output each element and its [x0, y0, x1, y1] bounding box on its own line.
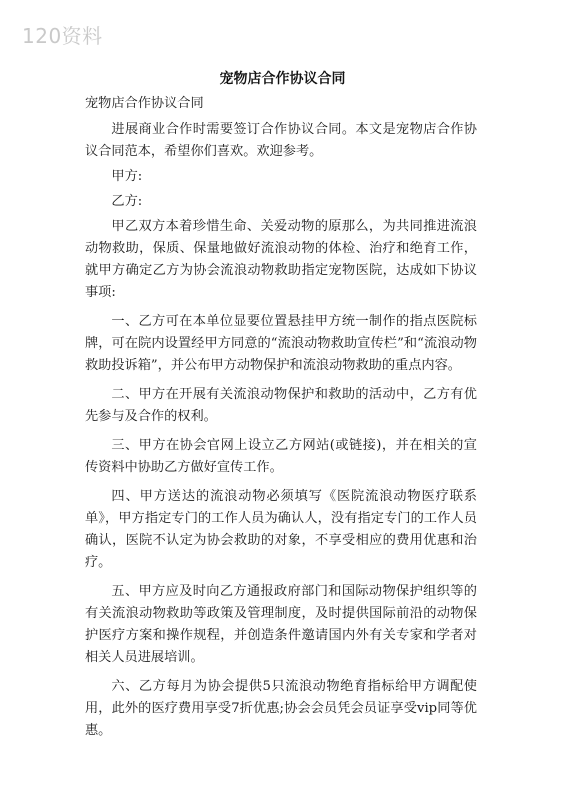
clause-3: 三、甲方在协会官网上设立乙方网站(或链接)，并在相关的宣传资料中协助乙方做好宣传工作。 — [85, 438, 477, 475]
clause-6: 六、乙方每月为协会提供5只流浪动物绝育指标给甲方调配使用，此外的医疗费用享受7折优惠;协会会员凭会员证享受vip同等优惠。 — [85, 679, 477, 738]
watermark: 120资料 — [22, 24, 103, 48]
clause-2: 二、甲方在开展有关流浪动物保护和救助的活动中，乙方有优先参与及合作的权利。 — [85, 387, 477, 424]
document-title: 宠物店合作协议合同 — [219, 71, 346, 87]
clause-5: 五、甲方应及时向乙方通报政府部门和国际动物保护组织等的有关流浪动物救助等政策及管理制度，及时提供国际前沿的动物保护医疗方案和操作规程，并创造条件邀请国内外有关专家和学者对相关人员进展培训。 — [85, 584, 477, 665]
intro-paragraph: 进展商业合作时需要签订合作协议合同。本文是宠物店合作协议合同范本，希望你们喜欢。欢迎参考。 — [85, 122, 477, 159]
document-body — [85, 93, 477, 749]
preamble-paragraph: 甲乙双方本着珍惜生命、关爱动物的原那么，为共同推进流浪动物救助，保质、保量地做好流浪动物的体检、治疗和绝育工作，就甲方确定乙方为协会流浪动物救助指定宠物医院，达成如下协议事项: — [85, 219, 477, 300]
document-subtitle: 宠物店合作协议合同 — [85, 96, 204, 111]
clause-1: 一、乙方可在本单位显要位置悬挂甲方统一制作的指点医院标牌，可在院内设置经甲方同意的“流浪动物救助宣传栏”和“流浪动物救助投诉箱”，并公布甲方动物保护和流浪动物救助的重点内容。 — [85, 314, 477, 373]
party-b-label: 乙方: — [111, 194, 143, 209]
clause-4: 四、甲方送达的流浪动物必须填写《医院流浪动物医疗联系单》，甲方指定专门的工作人员为确认人，没有指定专门的工作人员确认，医院不认定为协会救助的对象，不享受相应的费用优惠和治疗。 — [85, 489, 477, 570]
party-a-label: 甲方: — [111, 169, 143, 184]
